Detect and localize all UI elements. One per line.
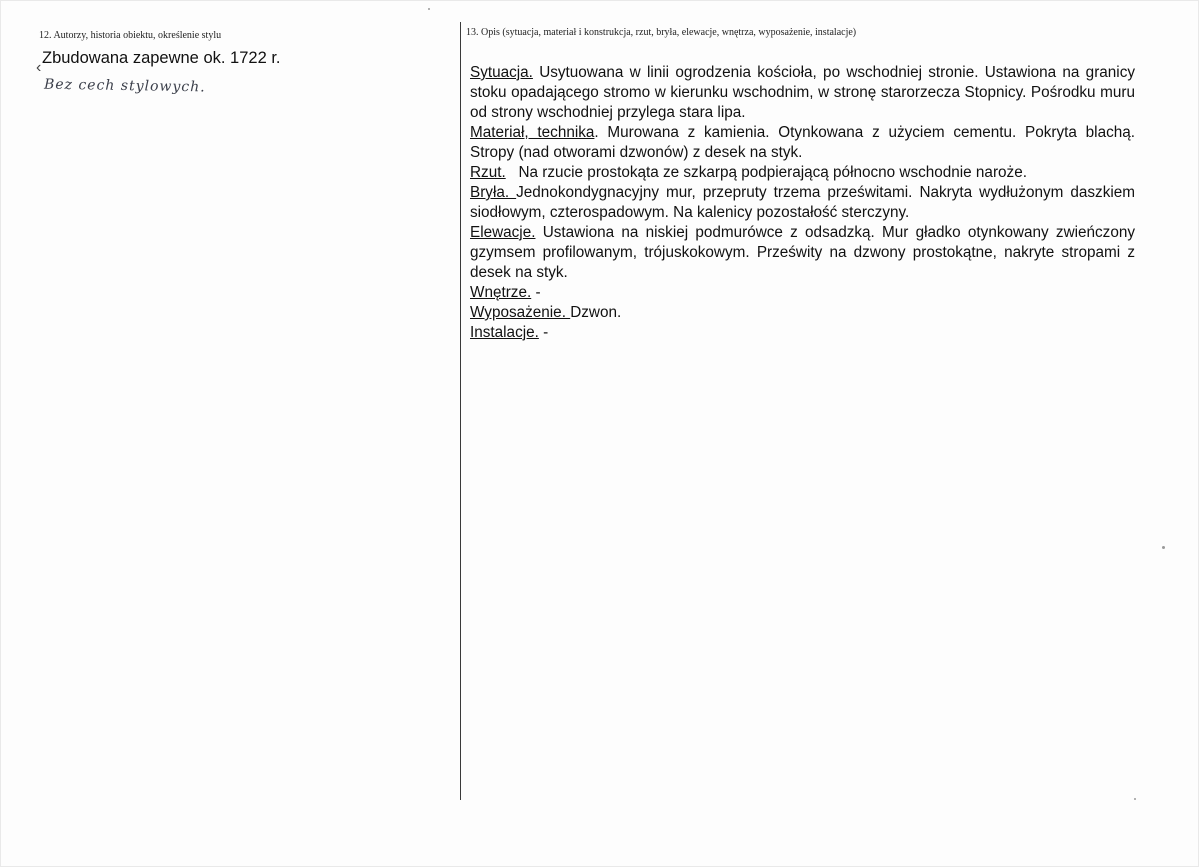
section-text: Usytuowana w linii ogrodzenia kościoła, po wschodniej stronie. Ustawiona na granicy stoku opadającego stromo w kierunku wschodnim, w stronę starorzecza Stopnicy. Pośrodku muru od strony wschodniej przylega stara lipa. [470, 64, 1135, 121]
section-text: - [531, 284, 541, 301]
section-label: Elewacje. [470, 224, 536, 241]
column-divider [460, 22, 461, 800]
section-label: Sytuacja. [470, 64, 533, 81]
section-label: Materiał, technika [470, 124, 595, 141]
section-12-header: 12. Autorzy, historia obiektu, określenie stylu [39, 30, 222, 41]
section-rzut [470, 163, 1135, 183]
built-date-text: Zbudowana zapewne ok. 1722 r. [42, 49, 281, 67]
scan-speck [1134, 798, 1136, 800]
section-wyposazenie [470, 303, 1135, 323]
section-text: Jednokondygnacyjny mur, przepruty trzema prześwitami. Nakryta wydłużonym daszkiem siodłowym, czterospadowym. Na kalenicy pozostałość sterczyny. [470, 184, 1135, 221]
section-label: Rzut. [470, 164, 506, 181]
section-text: Ustawiona na niskiej podmurówce z odsadzką. Mur gładko otynkowany zwieńczony gzymsem profilowanym, trójuskokowym. Prześwity na dzwony prostokątne, nakryte stropami z desek na styk. [470, 224, 1135, 281]
section-elewacje [470, 223, 1135, 283]
section-instalacje [470, 323, 1135, 343]
section-label: Wnętrze. [470, 284, 532, 301]
section-sytuacja [470, 63, 1135, 123]
handwritten-note: Bez cech stylowych. [43, 76, 206, 96]
section-bryla [470, 183, 1135, 223]
scan-speck [428, 8, 430, 10]
section-text: - [538, 324, 549, 341]
section-text: Na rzucie prostokąta ze szkarpą podpierającą północno wschodnie naroże. [505, 164, 1027, 181]
section-text: . Murowana z kamienia. Otynkowana z użyciem cementu. Pokryta blachą. Stropy (nad otworami dzwonów) z desek na styk. [470, 124, 1135, 161]
section-wnetrze [470, 283, 1135, 303]
section-label: Instalacje. [470, 324, 539, 341]
section-label: Wyposażenie. [470, 304, 571, 321]
bracket-mark: ‹ [36, 59, 42, 76]
description-body [470, 63, 1135, 343]
section-text: Dzwon. [570, 304, 622, 321]
section-label: Bryła. [470, 184, 517, 201]
scan-speck [1162, 546, 1165, 549]
section-material [470, 123, 1135, 163]
section-13-header: 13. Opis (sytuacja, materiał i konstrukcja, rzut, bryła, elewacje, wnętrza, wyposażenie, instalacje) [466, 27, 857, 38]
